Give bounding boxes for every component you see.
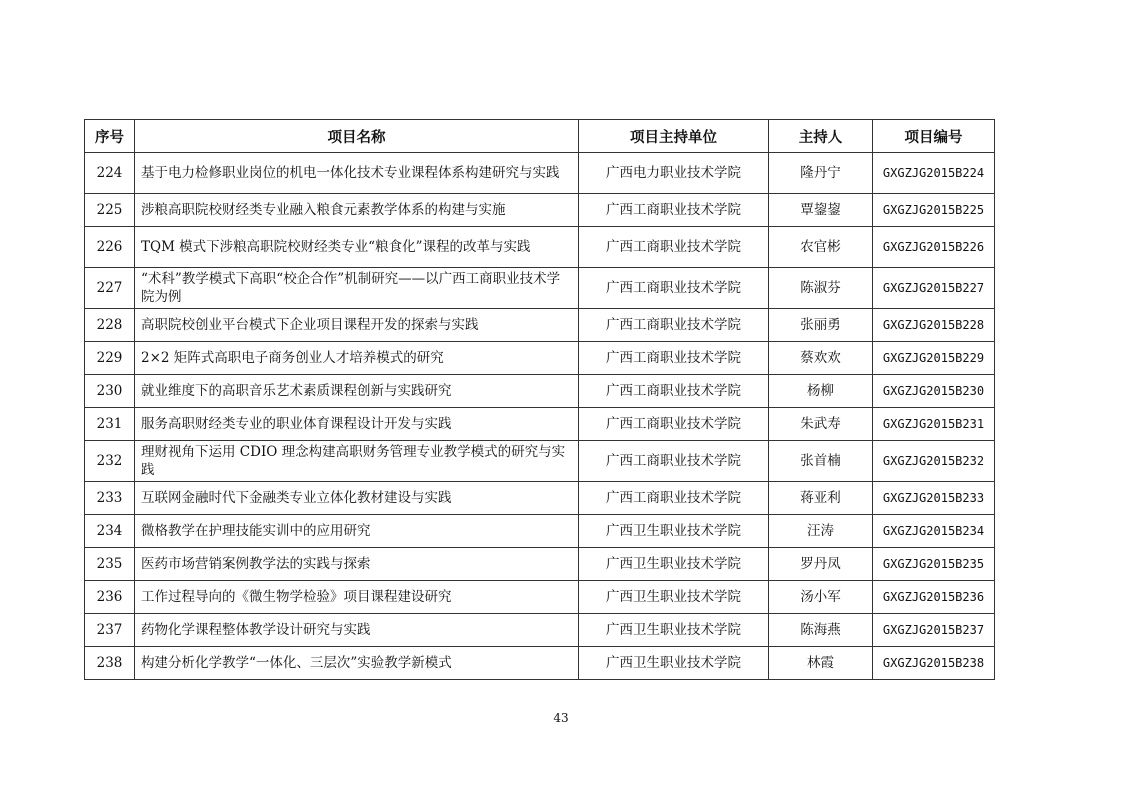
row-unit: 广西工商职业技术学院: [579, 408, 769, 441]
table-row: [85, 408, 995, 441]
row-code: GXGZJG2015B225: [873, 194, 995, 227]
row-unit: 广西电力职业技术学院: [579, 153, 769, 194]
row-host: 覃鋆鋆: [769, 194, 873, 227]
row-host: 朱武寿: [769, 408, 873, 441]
row-name: “术科”教学模式下高职“校企合作”机制研究——以广西工商职业技术学院为例: [135, 268, 579, 309]
header-host: 主持人: [769, 120, 873, 153]
row-unit: 广西工商职业技术学院: [579, 194, 769, 227]
table-row: [85, 194, 995, 227]
row-unit: 广西卫生职业技术学院: [579, 647, 769, 680]
row-unit: 广西工商职业技术学院: [579, 309, 769, 342]
table-header-row: [85, 120, 995, 153]
row-name: 理财视角下运用 CDIO 理念构建高职财务管理专业教学模式的研究与实践: [135, 441, 579, 482]
row-no: 229: [85, 342, 135, 375]
row-no: 237: [85, 614, 135, 647]
row-no: 234: [85, 515, 135, 548]
row-name: 2×2 矩阵式高职电子商务创业人才培养模式的研究: [135, 342, 579, 375]
table-row: [85, 268, 995, 309]
row-no: 230: [85, 375, 135, 408]
table-row: [85, 581, 995, 614]
row-host: 蒋亚利: [769, 482, 873, 515]
row-host: 陈海燕: [769, 614, 873, 647]
row-host: 陈淑芬: [769, 268, 873, 309]
row-no: 227: [85, 268, 135, 309]
table-row: [85, 441, 995, 482]
row-unit: 广西工商职业技术学院: [579, 375, 769, 408]
row-unit: 广西卫生职业技术学院: [579, 581, 769, 614]
row-host: 林霞: [769, 647, 873, 680]
row-host: 蔡欢欢: [769, 342, 873, 375]
row-unit: 广西卫生职业技术学院: [579, 515, 769, 548]
row-host: 隆丹宁: [769, 153, 873, 194]
row-unit: 广西卫生职业技术学院: [579, 614, 769, 647]
row-code: GXGZJG2015B226: [873, 227, 995, 268]
table-row: [85, 375, 995, 408]
row-code: GXGZJG2015B224: [873, 153, 995, 194]
row-unit: 广西工商职业技术学院: [579, 482, 769, 515]
row-code: GXGZJG2015B230: [873, 375, 995, 408]
header-unit: 项目主持单位: [579, 120, 769, 153]
row-name: 服务高职财经类专业的职业体育课程设计开发与实践: [135, 408, 579, 441]
row-no: 225: [85, 194, 135, 227]
header-name: 项目名称: [135, 120, 579, 153]
row-code: GXGZJG2015B235: [873, 548, 995, 581]
row-code: GXGZJG2015B228: [873, 309, 995, 342]
row-name: 基于电力检修职业岗位的机电一体化技术专业课程体系构建研究与实践: [135, 153, 579, 194]
row-no: 231: [85, 408, 135, 441]
row-unit: 广西工商职业技术学院: [579, 268, 769, 309]
row-code: GXGZJG2015B234: [873, 515, 995, 548]
table-row: [85, 227, 995, 268]
table-row: [85, 309, 995, 342]
row-host: 张首楠: [769, 441, 873, 482]
row-unit: 广西工商职业技术学院: [579, 227, 769, 268]
row-no: 238: [85, 647, 135, 680]
table-row: [85, 153, 995, 194]
row-code: GXGZJG2015B231: [873, 408, 995, 441]
row-no: 235: [85, 548, 135, 581]
row-unit: 广西工商职业技术学院: [579, 441, 769, 482]
table-row: [85, 482, 995, 515]
header-no: 序号: [85, 120, 135, 153]
row-code: GXGZJG2015B229: [873, 342, 995, 375]
row-name: 高职院校创业平台模式下企业项目课程开发的探索与实践: [135, 309, 579, 342]
row-no: 232: [85, 441, 135, 482]
header-code: 项目编号: [873, 120, 995, 153]
table-row: [85, 342, 995, 375]
row-unit: 广西工商职业技术学院: [579, 342, 769, 375]
row-host: 汤小军: [769, 581, 873, 614]
row-name: 构建分析化学教学“一体化、三层次”实验教学新模式: [135, 647, 579, 680]
row-name: 互联网金融时代下金融类专业立体化教材建设与实践: [135, 482, 579, 515]
row-code: GXGZJG2015B236: [873, 581, 995, 614]
row-no: 224: [85, 153, 135, 194]
row-host: 汪涛: [769, 515, 873, 548]
row-name: 医药市场营销案例教学法的实践与探索: [135, 548, 579, 581]
row-code: GXGZJG2015B233: [873, 482, 995, 515]
row-unit: 广西卫生职业技术学院: [579, 548, 769, 581]
row-host: 罗丹凤: [769, 548, 873, 581]
row-name: 药物化学课程整体教学设计研究与实践: [135, 614, 579, 647]
table-row: [85, 548, 995, 581]
row-no: 233: [85, 482, 135, 515]
row-name: 涉粮高职院校财经类专业融入粮食元素教学体系的构建与实施: [135, 194, 579, 227]
table-row: [85, 614, 995, 647]
row-name: 就业维度下的高职音乐艺术素质课程创新与实践研究: [135, 375, 579, 408]
row-no: 236: [85, 581, 135, 614]
row-host: 农官彬: [769, 227, 873, 268]
row-code: GXGZJG2015B227: [873, 268, 995, 309]
row-code: GXGZJG2015B237: [873, 614, 995, 647]
row-no: 228: [85, 309, 135, 342]
row-name: 微格教学在护理技能实训中的应用研究: [135, 515, 579, 548]
row-host: 张丽勇: [769, 309, 873, 342]
row-host: 杨柳: [769, 375, 873, 408]
row-name: TQM 模式下涉粮高职院校财经类专业“粮食化”课程的改革与实践: [135, 227, 579, 268]
row-code: GXGZJG2015B238: [873, 647, 995, 680]
project-table: [84, 119, 995, 680]
page-number: 43: [553, 711, 569, 725]
row-name: 工作过程导向的《微生物学检验》项目课程建设研究: [135, 581, 579, 614]
table-row: [85, 647, 995, 680]
table-row: [85, 515, 995, 548]
row-code: GXGZJG2015B232: [873, 441, 995, 482]
row-no: 226: [85, 227, 135, 268]
